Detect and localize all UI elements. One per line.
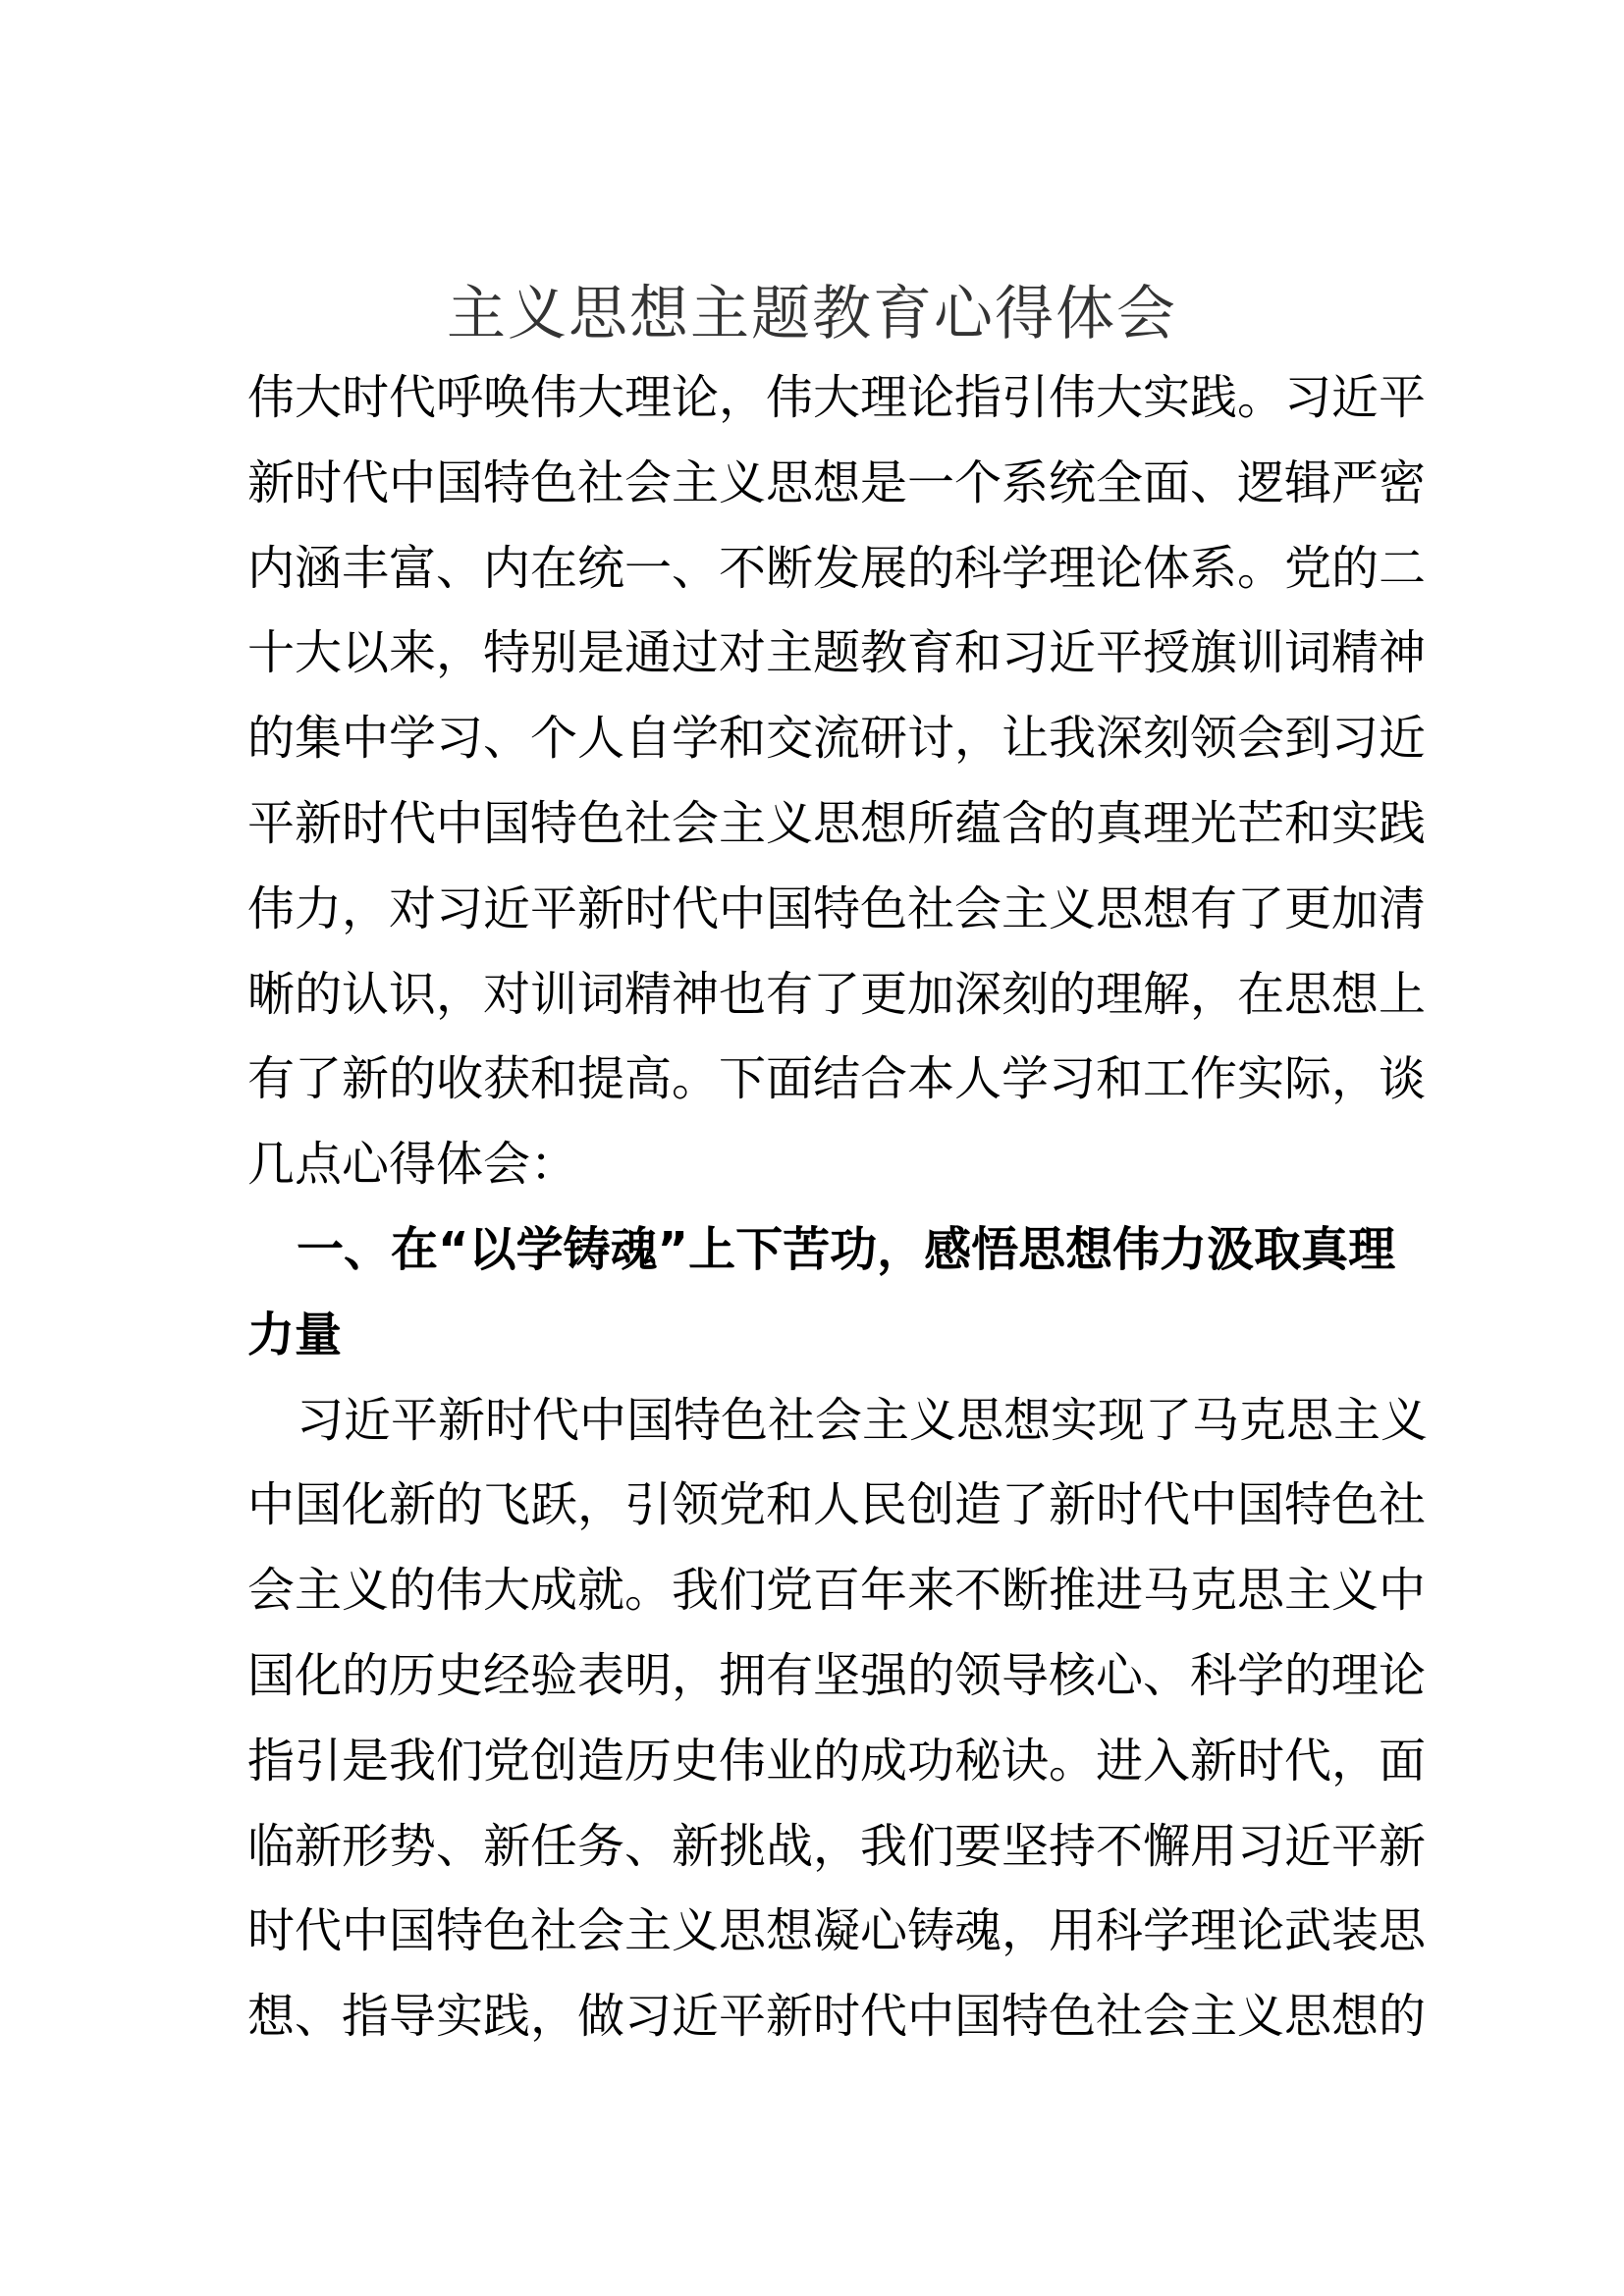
section-heading-line: 一、在“以学铸魂”上下苦功，感悟思想伟力汲取真理 (297, 1221, 1396, 1277)
paragraph-line: 的集中学习、个人自学和交流研讨，让我深刻领会到习近 (247, 711, 1427, 767)
paragraph-line: 时代中国特色社会主义思想凝心铸魂，用科学理论武装思 (247, 1903, 1427, 1959)
paragraph-line: 新时代中国特色社会主义思想是一个系统全面、逻辑严密 (247, 454, 1427, 510)
document-title: 主义思想主题教育心得体会 (447, 280, 1177, 348)
paragraph-line: 几点心得体会： (247, 1137, 578, 1193)
paragraph-line: 伟力，对习近平新时代中国特色社会主义思想有了更加清 (247, 881, 1427, 936)
paragraph-line: 有了新的收获和提高。下面结合本人学习和工作实际，谈 (247, 1051, 1427, 1107)
paragraph-line: 中国化新的飞跃，引领党和人民创造了新时代中国特色社 (247, 1477, 1427, 1533)
paragraph-line: 伟大时代呼唤伟大理论，伟大理论指引伟大实践。习近平 (247, 370, 1427, 425)
paragraph-line: 十大以来，特别是通过对主题教育和习近平授旗训词精神 (247, 625, 1427, 681)
paragraph-line: 习近平新时代中国特色社会主义思想实现了马克思主义 (297, 1392, 1429, 1448)
paragraph-line: 会主义的伟大成就。我们党百年来不断推进马克思主义中 (247, 1563, 1427, 1619)
paragraph-line: 平新时代中国特色社会主义思想所蕴含的真理光芒和实践 (247, 795, 1427, 851)
section-heading-line: 力量 (247, 1307, 343, 1362)
document-body (247, 355, 1429, 2059)
paragraph-line: 晰的认识，对训词精神也有了更加深刻的理解，在思想上 (247, 966, 1427, 1022)
paragraph-line: 临新形势、新任务、新挑战，我们要坚持不懈用习近平新 (247, 1818, 1427, 1874)
paragraph-line: 国化的历史经验表明，拥有坚强的领导核心、科学的理论 (247, 1647, 1427, 1703)
paragraph-line: 指引是我们党创造历史伟业的成功秘诀。进入新时代，面 (247, 1733, 1427, 1789)
paragraph-line: 想、指导实践，做习近平新时代中国特色社会主义思想的 (247, 1989, 1427, 2045)
paragraph-line: 内涵丰富、内在统一、不断发展的科学理论体系。党的二 (247, 540, 1427, 596)
